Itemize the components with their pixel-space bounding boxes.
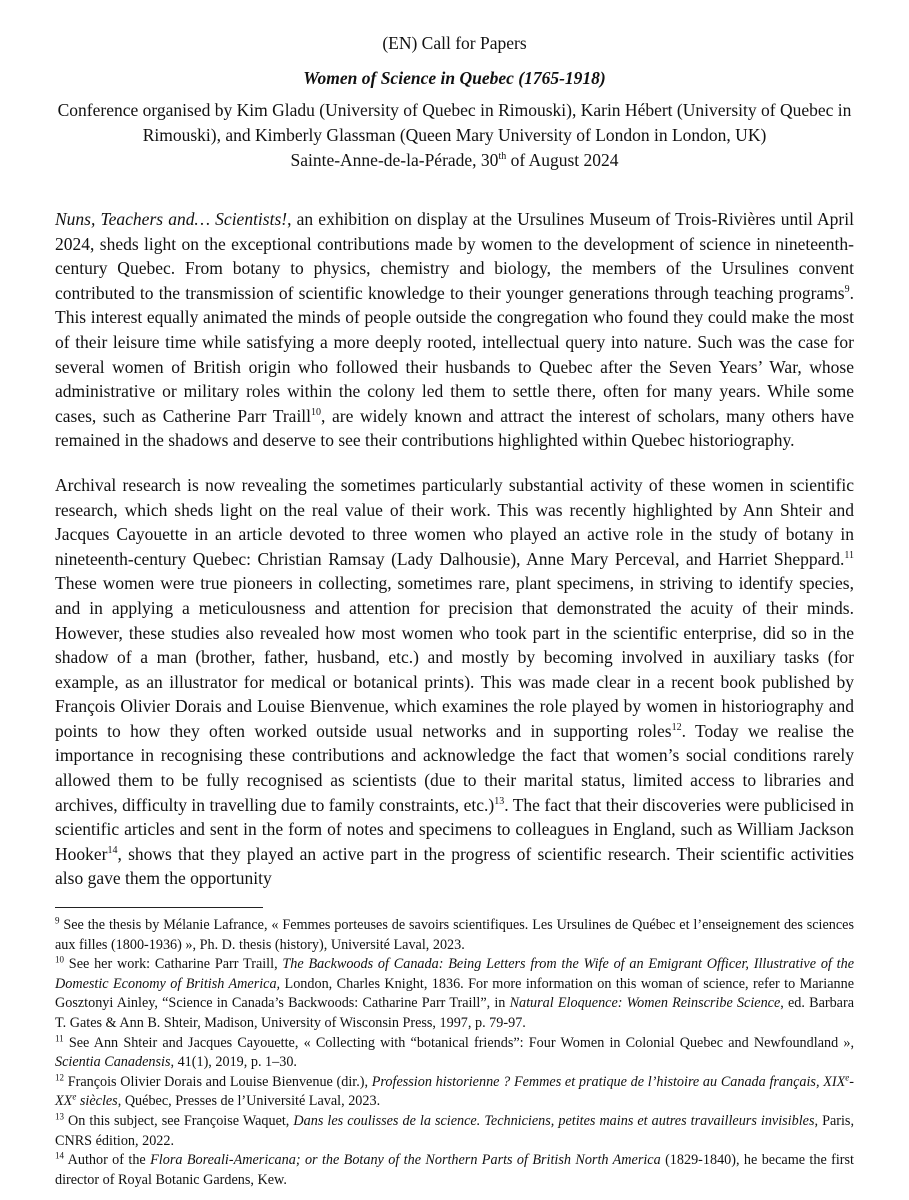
footnote-12-title: Profession historienne ? Femmes et pratique de l’histoire au Canada français, XIX bbox=[371, 1073, 846, 1090]
place-date-sup: th bbox=[498, 151, 507, 163]
footnote-ref-12[interactable]: 12 bbox=[671, 722, 682, 734]
footnote-ref-10[interactable]: 10 bbox=[311, 406, 322, 418]
footnote-separator bbox=[55, 907, 263, 908]
footnote-11-text-a: See Ann Shteir and Jacques Cayouette, « Collecting with “botanical friends”: Four Women in Colonial Quebec and Newfoundland », bbox=[63, 1034, 854, 1051]
place-date bbox=[290, 150, 618, 170]
footnote-10-text-a: See her work: Catharine Parr Traill, bbox=[64, 956, 283, 973]
p2-text-b: These women were true pioneers in collecting, sometimes rare, plant specimens, in striving to identify species, and in applying a meticulousness and attention for precision that demonstrated the acuity of their minds. However, these studies also revealed how most women who took part in the scientific enterprise, did so in the shadow of a man (brother, father, husband, etc.) and mostly by becoming involved in auxiliary tasks (for example, as an illustrator for medical or botanical prints). This was made clear in a recent book published by François Olivier Dorais and Louise Bienvenue, which examines the role played by women in historiography and points to how they often worked outside usual networks and in supporting roles bbox=[55, 573, 854, 741]
p2-text-a: Archival research is now revealing the sometimes particularly substantial activity of these women in scientific research, which sheds light on the real value of their work. This was recently highlighted by Ann Shteir and Jacques Cayouette in an article devoted to three women who played an active role in the study of botany in nineteenth-century Quebec: Christian Ramsay (Lady Dalhousie), Anne Mary Perceval, and Harriet Sheppard. bbox=[55, 474, 854, 569]
organisers-text: Conference organised by Kim Gladu (University of Quebec in Rimouski), Karin Hébert (University of Quebec in Rimouski), and Kimberly Glassman (Queen Mary University of London in London, UK) bbox=[57, 100, 852, 145]
p1-text-b: . This interest equally animated the minds of people outside the congregation who found they could make the most of their leisure time while satisfying a more deeply rooted, intellectual query into nature. Such was the case for several women of British origin who followed their husbands to Quebec after the Seven Years’ War, whose administrative or military roles within the colony led them to settle there, often for many years. While some cases, such as Catherine Parr Traill bbox=[55, 282, 854, 426]
footnote-12-text-a: François Olivier Dorais and Louise Bienvenue (dir.), bbox=[64, 1073, 372, 1090]
footnotes bbox=[55, 916, 854, 1190]
footnote-10-number: 10 bbox=[55, 954, 64, 965]
footnote-11-title: Scientia Canadensis bbox=[55, 1054, 171, 1071]
document-title: (EN) Call for Papers bbox=[382, 33, 527, 53]
footnote-12-number: 12 bbox=[55, 1072, 64, 1083]
footnote-ref-11[interactable]: 11 bbox=[844, 549, 854, 561]
footnote-9-number: 9 bbox=[55, 915, 60, 926]
footnote-13 bbox=[55, 1112, 854, 1151]
place-date-post: of August 2024 bbox=[506, 150, 619, 170]
footnote-13-text-b: , Paris, CNRS édition, 2022. bbox=[55, 1112, 854, 1149]
footnote-ref-9[interactable]: 9 bbox=[844, 283, 850, 295]
footnote-10-title-a: The Backwoods of Canada: Being Letters from the Wife of an Emigrant Officer, Illustrative of the Domestic Economy of British America, bbox=[55, 956, 854, 992]
p2-text-e: , shows that they played an active part in the progress of scientific research. Their scientific activities also gave them the opportunity bbox=[55, 843, 854, 889]
conference-title: Women of Science in Quebec (1765-1918) bbox=[303, 68, 606, 88]
footnote-13-number: 13 bbox=[55, 1111, 64, 1122]
footnote-14-number: 14 bbox=[55, 1150, 64, 1161]
footnote-ref-14[interactable]: 14 bbox=[107, 845, 118, 857]
footnote-10-title-b: Natural Eloquence: Women Reinscribe Science bbox=[509, 995, 781, 1012]
document-header bbox=[55, 0, 854, 173]
footnote-14 bbox=[55, 1151, 854, 1190]
footnote-12-title-end: siècles bbox=[76, 1093, 118, 1110]
place-date-pre: Sainte-Anne-de-la-Pérade, 30 bbox=[290, 150, 499, 170]
p1-text-c: , are widely known and attract the interest of scholars, many others have remained in the shadows and deserve to see their contributions highlighted within Quebec historiography. bbox=[55, 405, 855, 451]
paragraph-2 bbox=[55, 473, 854, 891]
footnote-12 bbox=[55, 1073, 854, 1112]
footnote-14-text-a: Author of the bbox=[64, 1152, 151, 1169]
footnote-9 bbox=[55, 916, 854, 955]
p2-text-c: . Today we realise the importance in recognising these contributions and acknowledge the fact that women’s social conditions rarely allowed them to be fully recognised as scientists (due to their marital status, limited access to libraries and archives, difficulty in travelling due to family constraints, etc.) bbox=[55, 720, 854, 815]
footnote-12-sup1: e bbox=[845, 1072, 850, 1083]
footnote-13-text-a: On this subject, see Françoise Waquet, bbox=[64, 1112, 294, 1129]
footnote-11-number: 11 bbox=[55, 1032, 64, 1043]
p1-text-a: , an exhibition on display at the Ursulines Museum of Trois-Rivières until April 2024, sheds light on the exceptional contributions made by women to the development of science in nineteenth-century Quebec. From botany to physics, chemistry and biology, the members of the Ursulines convent contributed to the transmission of scientific knowledge to their younger generations through teaching programs bbox=[55, 209, 854, 303]
exhibition-title: Nuns, Teachers and… Scientists! bbox=[55, 209, 288, 229]
organisers-block bbox=[55, 98, 854, 173]
footnote-12-text-b: , Québec, Presses de l’Université Laval, 2023. bbox=[117, 1093, 381, 1110]
footnote-9-text: See the thesis by Mélanie Lafrance, « Femmes porteuses de savoirs scientifiques. Les Ursulines de Québec et l’enseignement des sciences aux filles (1800-1936) », Ph. D. thesis (history), Université Laval, 2023. bbox=[55, 917, 854, 953]
footnote-13-title: Dans les coulisses de la science. Techniciens, petites mains et autres travailleurs invisibles bbox=[293, 1112, 815, 1129]
footnote-12-title-mid: -XX bbox=[55, 1073, 854, 1110]
footnote-11 bbox=[55, 1034, 854, 1073]
footnote-14-text-b: (1829-1840), he became the first director of Royal Botanic Gardens, Kew. bbox=[55, 1152, 854, 1188]
footnote-10 bbox=[55, 955, 854, 1033]
footnote-10-text-c: , ed. Barbara T. Gates & Ann B. Shteir, Madison, University of Wisconsin Press, 1997, p. 79-97. bbox=[55, 995, 855, 1031]
footnote-12-sup2: e bbox=[72, 1091, 77, 1102]
paragraph-1 bbox=[55, 207, 854, 453]
footnote-10-text-b: London, Charles Knight, 1836. For more information on this woman of science, refer to Marianne Gosztonyi Ainley, “Science in Canada’s Backwoods: Catharine Parr Traill”, in bbox=[55, 975, 855, 1012]
footnote-ref-13[interactable]: 13 bbox=[494, 795, 505, 807]
footnote-14-title: Flora Boreali-Americana; or the Botany of the Northern Parts of British North America bbox=[150, 1152, 661, 1169]
p2-text-d: . The fact that their discoveries were publicised in scientific articles and sent in the form of notes and specimens to colleagues in England, such as William Jackson Hooker bbox=[55, 794, 854, 864]
footnote-11-text-b: , 41(1), 2019, p. 1–30. bbox=[170, 1054, 297, 1071]
